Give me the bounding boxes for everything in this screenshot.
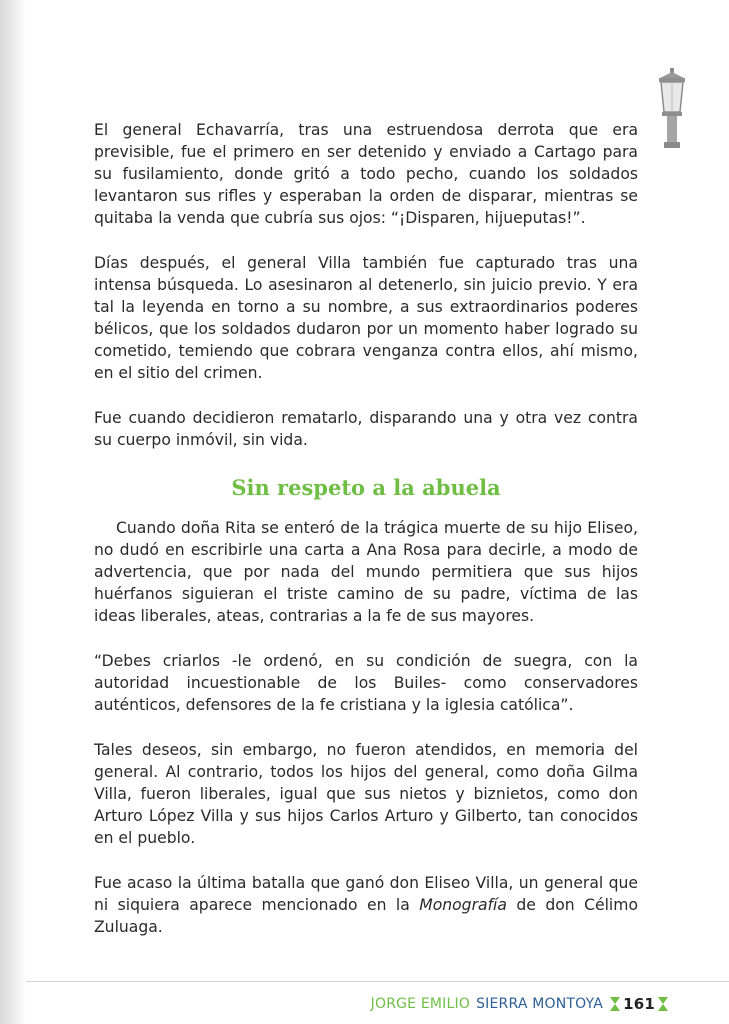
paragraph: Días después, el general Villa también fue capturado tras una intensa búsqueda. Lo asesinaron al detenerlo, sin juicio previo. Y era tal la leyenda en torno a su nombre, a sus extraordinarios poderes bélicos, que los soldados dudaron por un momento haber logrado su cometido, temiendo que cobrara venganza contra ellos, ahí mismo, en el sitio del crimen. bbox=[94, 254, 638, 382]
paragraph-text: de don Célimo Zuluaga. bbox=[94, 896, 638, 936]
paragraph: Cuando doña Rita se enteró de la trágica muerte de su hijo Eliseo, no dudó en escribirle una carta a Ana Rosa para decirle, a modo de advertencia, que por nada del mundo permitiera que sus hijos huérfanos siguieran el triste camino de su padre, víctima de las ideas liberales, ateas, contrarias a la fe de sus mayores. bbox=[94, 519, 638, 625]
paragraph: Tales deseos, sin embargo, no fueron atendidos, en memoria del general. Al contrario, todos los hijos del general, como doña Gilma Villa, fueron liberales, igual que sus nietos y biznietos, como don Arturo López Villa y sus hijos Carlos Arturo y Gilberto, tan conocidos en el pueblo. bbox=[94, 741, 638, 847]
section-heading: Sin respeto a la abuela bbox=[231, 475, 501, 500]
hourglass-ornament-icon bbox=[657, 996, 669, 1012]
page-number-group bbox=[609, 995, 669, 1013]
paragraph: El general Echavarría, tras una estruendosa derrota que era previsible, fue el primero en ser detenido y enviado a Cartago para su fusilamiento, donde gritó a todo pecho, cuando los soldados levantaron sus rifles y esperaban la orden de disparar, mientras se quitaba la venda que cubría sus ojos: “¡Disparen, hijueputas!”. bbox=[94, 121, 638, 227]
page-body bbox=[94, 119, 638, 961]
paragraph: “Debes criarlos -le ordenó, en su condición de suegra, con la autoridad incuestionable de los Builes- como conservadores auténticos, defensores de la fe cristiana y la iglesia católica”. bbox=[94, 652, 638, 714]
paragraph-text: Fue acaso la última batalla que ganó don Eliseo Villa, un general que ni siquiera aparece mencionado en la bbox=[94, 874, 638, 914]
author-last-name: SIERRA MONTOYA bbox=[476, 996, 604, 1012]
paragraph: Fue cuando decidieron rematarlo, disparando una y otra vez contra su cuerpo inmóvil, sin vida. bbox=[94, 409, 638, 449]
page-footer bbox=[371, 993, 669, 1015]
page-binding-shadow bbox=[0, 0, 26, 1024]
author-first-name: JORGE EMILIO bbox=[370, 996, 471, 1012]
paragraph-last bbox=[94, 872, 638, 938]
hourglass-ornament-icon bbox=[609, 996, 621, 1012]
street-lamp-icon bbox=[654, 68, 690, 150]
footer-divider bbox=[26, 981, 729, 982]
book-title: Monografía bbox=[419, 896, 507, 914]
page-number: 161 bbox=[623, 995, 655, 1013]
